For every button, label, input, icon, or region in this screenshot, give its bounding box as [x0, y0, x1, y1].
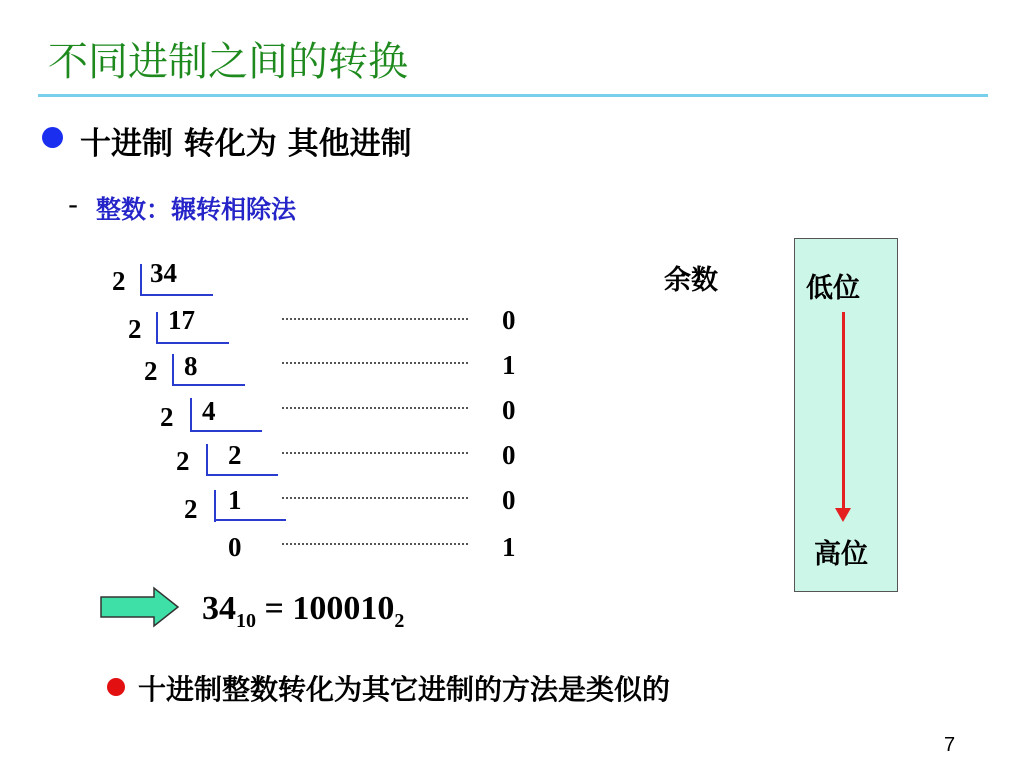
- right-arrow-icon: [100, 586, 180, 628]
- quotient: 17: [168, 305, 195, 335]
- division-underline: [156, 342, 229, 344]
- divisor: 2: [184, 494, 198, 524]
- remainder: 0: [502, 485, 516, 515]
- method-subheading: 整数：辗转相除法: [96, 195, 297, 224]
- remainder: 0: [502, 305, 516, 335]
- dotted-leader: [282, 318, 468, 320]
- sub-bullet-dash: -: [68, 188, 79, 221]
- result-base-to: 2: [394, 610, 405, 632]
- division-underline: [214, 519, 286, 521]
- quotient: 2: [228, 440, 242, 470]
- remainder: 1: [502, 532, 516, 562]
- division-underline: [206, 474, 278, 476]
- page-number: 7: [944, 734, 956, 756]
- method-note: 十进制整数转化为其它进制的方法是类似的: [138, 673, 671, 706]
- section-heading: 十进制 转化为 其他进制: [80, 126, 412, 162]
- divisor: 2: [160, 402, 174, 432]
- result-equals: =: [256, 590, 293, 627]
- bullet-dot-icon: [42, 127, 63, 148]
- note-bullet-icon: [107, 678, 125, 696]
- quotient: 8: [184, 351, 198, 381]
- division-bracket: [140, 264, 142, 296]
- remainder: 0: [502, 440, 516, 470]
- quotient: 0: [228, 532, 242, 562]
- divisor: 2: [128, 314, 142, 344]
- dotted-leader: [282, 407, 468, 409]
- remainder: 1: [502, 350, 516, 380]
- division-bracket: [190, 398, 192, 430]
- conversion-result: [202, 590, 404, 633]
- title-divider: [38, 94, 988, 97]
- remainder: 0: [502, 395, 516, 425]
- result-base-from: 10: [236, 610, 256, 632]
- slide-title: 不同进制之间的转换: [48, 39, 408, 85]
- quotient: 34: [150, 258, 177, 288]
- quotient: 1: [228, 485, 242, 515]
- division-bracket: [214, 490, 216, 522]
- divisor: 2: [144, 356, 158, 386]
- quotient: 4: [202, 396, 216, 426]
- result-number: 34: [202, 590, 236, 627]
- division-bracket: [156, 312, 158, 344]
- high-bit-label: 高位: [814, 539, 868, 570]
- down-arrow-icon: [842, 312, 845, 512]
- division-bracket: [206, 444, 208, 476]
- arrow-head-icon: [835, 508, 851, 522]
- result-binary: 100010: [292, 590, 395, 627]
- division-bracket: [172, 354, 174, 386]
- divisor: 2: [112, 266, 126, 296]
- division-underline: [140, 294, 213, 296]
- division-underline: [190, 430, 262, 432]
- dotted-leader: [282, 497, 468, 499]
- division-underline: [172, 384, 245, 386]
- remainder-header: 余数: [664, 265, 718, 296]
- divisor: 2: [176, 446, 190, 476]
- dotted-leader: [282, 543, 468, 545]
- dotted-leader: [282, 452, 468, 454]
- dotted-leader: [282, 362, 468, 364]
- low-bit-label: 低位: [806, 273, 860, 304]
